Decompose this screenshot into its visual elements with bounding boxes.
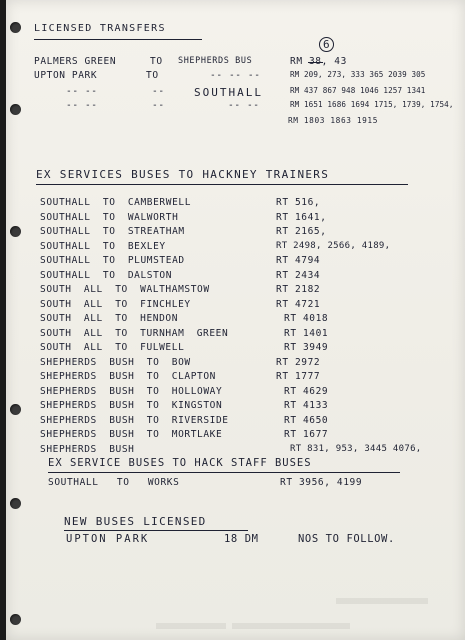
transfer-from: -- -- — [66, 86, 98, 97]
heading-underline — [48, 472, 400, 473]
route-codes: RT 2165, — [276, 226, 327, 237]
transfer-codes: RM 437 867 948 1046 1257 1341 — [290, 86, 426, 95]
route-codes: RT 516, — [276, 197, 321, 208]
route-label: SOUTHALL TO DALSTON — [40, 269, 173, 281]
transfer-codes: RM 1651 1686 1694 1715, 1739, 1754, — [290, 100, 454, 109]
transfer-dest: SOUTHALL — [194, 86, 263, 99]
route-codes: RT 2498, 2566, 4189, — [276, 240, 391, 251]
show-through-smudge — [336, 598, 428, 604]
route-label: SHEPHERDS BUSH TO MORTLAKE — [40, 429, 223, 440]
route-codes: RT 1777 — [276, 371, 321, 382]
route-codes: RT 2434 — [276, 269, 321, 281]
new-bus-from: UPTON PARK — [66, 533, 150, 545]
transfer-codes: RM 1803 1863 1915 — [288, 116, 378, 125]
route-codes: RT 4018 — [284, 313, 329, 324]
route-label: SOUTHALL TO BEXLEY — [40, 240, 166, 252]
route-label: SOUTHALL TO WORKS — [48, 477, 180, 488]
show-through-smudge — [232, 623, 350, 629]
route-label: SOUTHALL TO STREATHAM — [40, 226, 185, 237]
route-label: SOUTHALL TO CAMBERWELL — [40, 197, 192, 208]
transfer-to: TO — [150, 56, 163, 67]
section-heading-licensed-transfers: LICENSED TRANSFERS — [34, 23, 166, 34]
punch-hole-icon — [10, 226, 21, 237]
transfer-to: -- — [152, 100, 165, 111]
route-codes: RT 4794 — [276, 255, 321, 266]
route-codes: RT 1401 — [284, 327, 329, 339]
route-codes: RT 2972 — [276, 356, 321, 368]
route-label: SOUTH ALL TO FULWELL — [40, 342, 185, 353]
route-codes: RT 3956, 4199 — [280, 477, 363, 488]
punch-hole-icon — [10, 404, 21, 415]
heading-underline — [64, 530, 248, 531]
new-bus-note: NOS TO FOLLOW. — [298, 533, 395, 545]
route-label: SHEPHERDS BUSH TO BOW — [40, 356, 191, 368]
transfer-codes: RM 38, 43 — [290, 56, 347, 67]
route-label: SHEPHERDS BUSH TO CLAPTON — [40, 371, 216, 382]
route-label: SOUTH ALL TO FINCHLEY — [40, 298, 191, 310]
transfer-codes: RM 209, 273, 333 365 2039 305 — [290, 70, 426, 79]
punch-hole-icon — [10, 22, 21, 33]
route-codes: RT 3949 — [284, 342, 329, 353]
route-label: SHEPHERDS BUSH TO HOLLOWAY — [40, 385, 223, 397]
route-codes: RT 4721 — [276, 298, 321, 310]
route-label: SOUTHALL TO WALWORTH — [40, 211, 179, 223]
route-codes: RT 1677 — [284, 429, 329, 440]
transfer-from: PALMERS GREEN — [34, 56, 117, 67]
transfer-to: -- — [152, 86, 165, 97]
route-codes: RT 4133 — [284, 400, 329, 411]
new-bus-count: 18 DM — [224, 533, 259, 545]
circled-annotation: 6 — [319, 37, 334, 52]
route-label: SOUTH ALL TO WALTHAMSTOW — [40, 284, 210, 295]
route-codes: RT 831, 953, 3445 4076, — [290, 443, 422, 454]
struck-number: 38 — [308, 56, 322, 67]
route-label: SOUTHALL TO PLUMSTEAD — [40, 255, 185, 266]
route-label: SHEPHERDS BUSH TO RIVERSIDE — [40, 414, 229, 426]
transfer-dest: -- -- -- — [210, 70, 261, 81]
route-label: SOUTH ALL TO TURNHAM GREEN — [40, 327, 229, 339]
heading-underline — [36, 184, 408, 185]
route-codes: RT 4650 — [284, 414, 329, 426]
show-through-smudge — [156, 623, 226, 629]
section-heading-hackney-trainers: EX SERVICES BUSES TO HACKNEY TRAINERS — [36, 168, 330, 181]
route-codes: RT 2182 — [276, 284, 321, 295]
punch-hole-icon — [10, 104, 21, 115]
transfer-dest: -- -- — [228, 100, 260, 111]
transfer-from: -- -- — [66, 100, 98, 111]
transfer-to: TO — [146, 70, 159, 81]
heading-underline — [34, 39, 202, 40]
route-label: SHEPHERDS BUSH TO KINGSTON — [40, 400, 223, 411]
punch-hole-icon — [10, 498, 21, 509]
section-heading-new-buses: NEW BUSES LICENSED — [64, 515, 207, 528]
route-label: SOUTH ALL TO HENDON — [40, 313, 179, 324]
transfer-from: UPTON PARK — [34, 70, 98, 81]
document-page — [6, 0, 465, 640]
punch-hole-icon — [10, 614, 21, 625]
binder-holes — [10, 0, 22, 640]
transfer-dest: SHEPHERDS BUS — [178, 56, 253, 66]
route-codes: RT 1641, — [276, 211, 327, 223]
section-heading-hack-staff: EX SERVICE BUSES TO HACK STAFF BUSES — [48, 457, 312, 469]
route-label: SHEPHERDS BUSH — [40, 443, 135, 455]
route-codes: RT 4629 — [284, 385, 329, 397]
